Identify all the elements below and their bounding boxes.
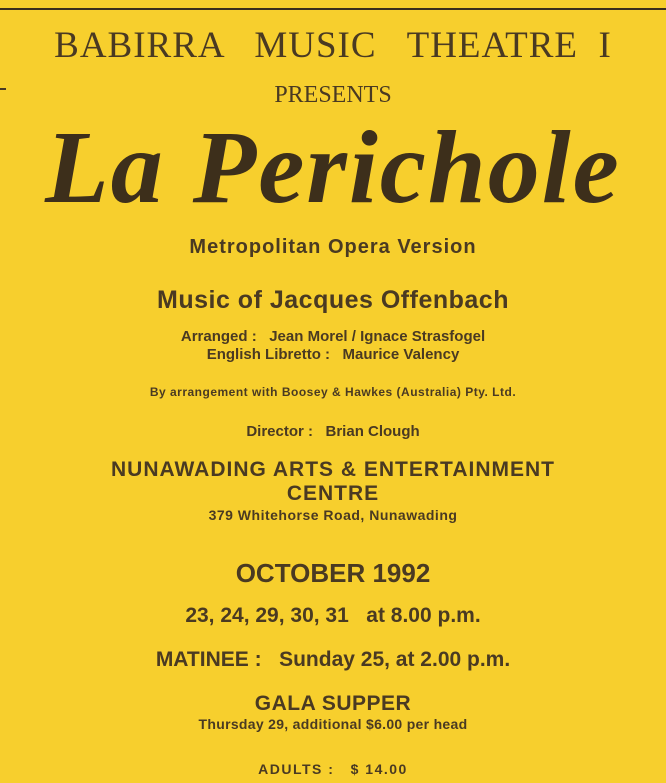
- gala-supper-title: GALA SUPPER: [254, 692, 412, 715]
- show-title: La Perichole: [45, 110, 621, 225]
- venue-address: 379 Whitehorse Road, Nunawading: [208, 507, 458, 523]
- venue-name-continued: CENTRE: [286, 482, 380, 505]
- arrangement-note: By arrangement with Boosey & Hawkes (Australia) Pty. Ltd.: [149, 385, 517, 399]
- adult-price: ADULTS : $ 14.00: [258, 761, 408, 777]
- version-subtitle: Metropolitan Opera Version: [189, 236, 477, 258]
- season-month: OCTOBER 1992: [235, 558, 431, 588]
- presents-label: PRESENTS: [274, 82, 392, 108]
- matinee-line: MATINEE : Sunday 25, at 2.00 p.m.: [155, 648, 511, 671]
- venue-name: NUNAWADING ARTS & ENTERTAINMENT: [111, 458, 555, 481]
- libretto-line: English Libretto : Maurice Valency: [206, 346, 460, 363]
- composer-line: Music of Jacques Offenbach: [157, 286, 509, 314]
- top-rule: [0, 8, 666, 10]
- arranged-line: Arranged : Jean Morel / Ignace Strasfogel: [180, 328, 486, 345]
- evening-dates: 23, 24, 29, 30, 31 at 8.00 p.m.: [185, 604, 481, 627]
- director-line: Director : Brian Clough: [246, 423, 420, 440]
- presenter-name: BABIRRA MUSIC THEATRE I: [54, 25, 612, 66]
- gala-supper-detail: Thursday 29, additional $6.00 per head: [198, 716, 468, 732]
